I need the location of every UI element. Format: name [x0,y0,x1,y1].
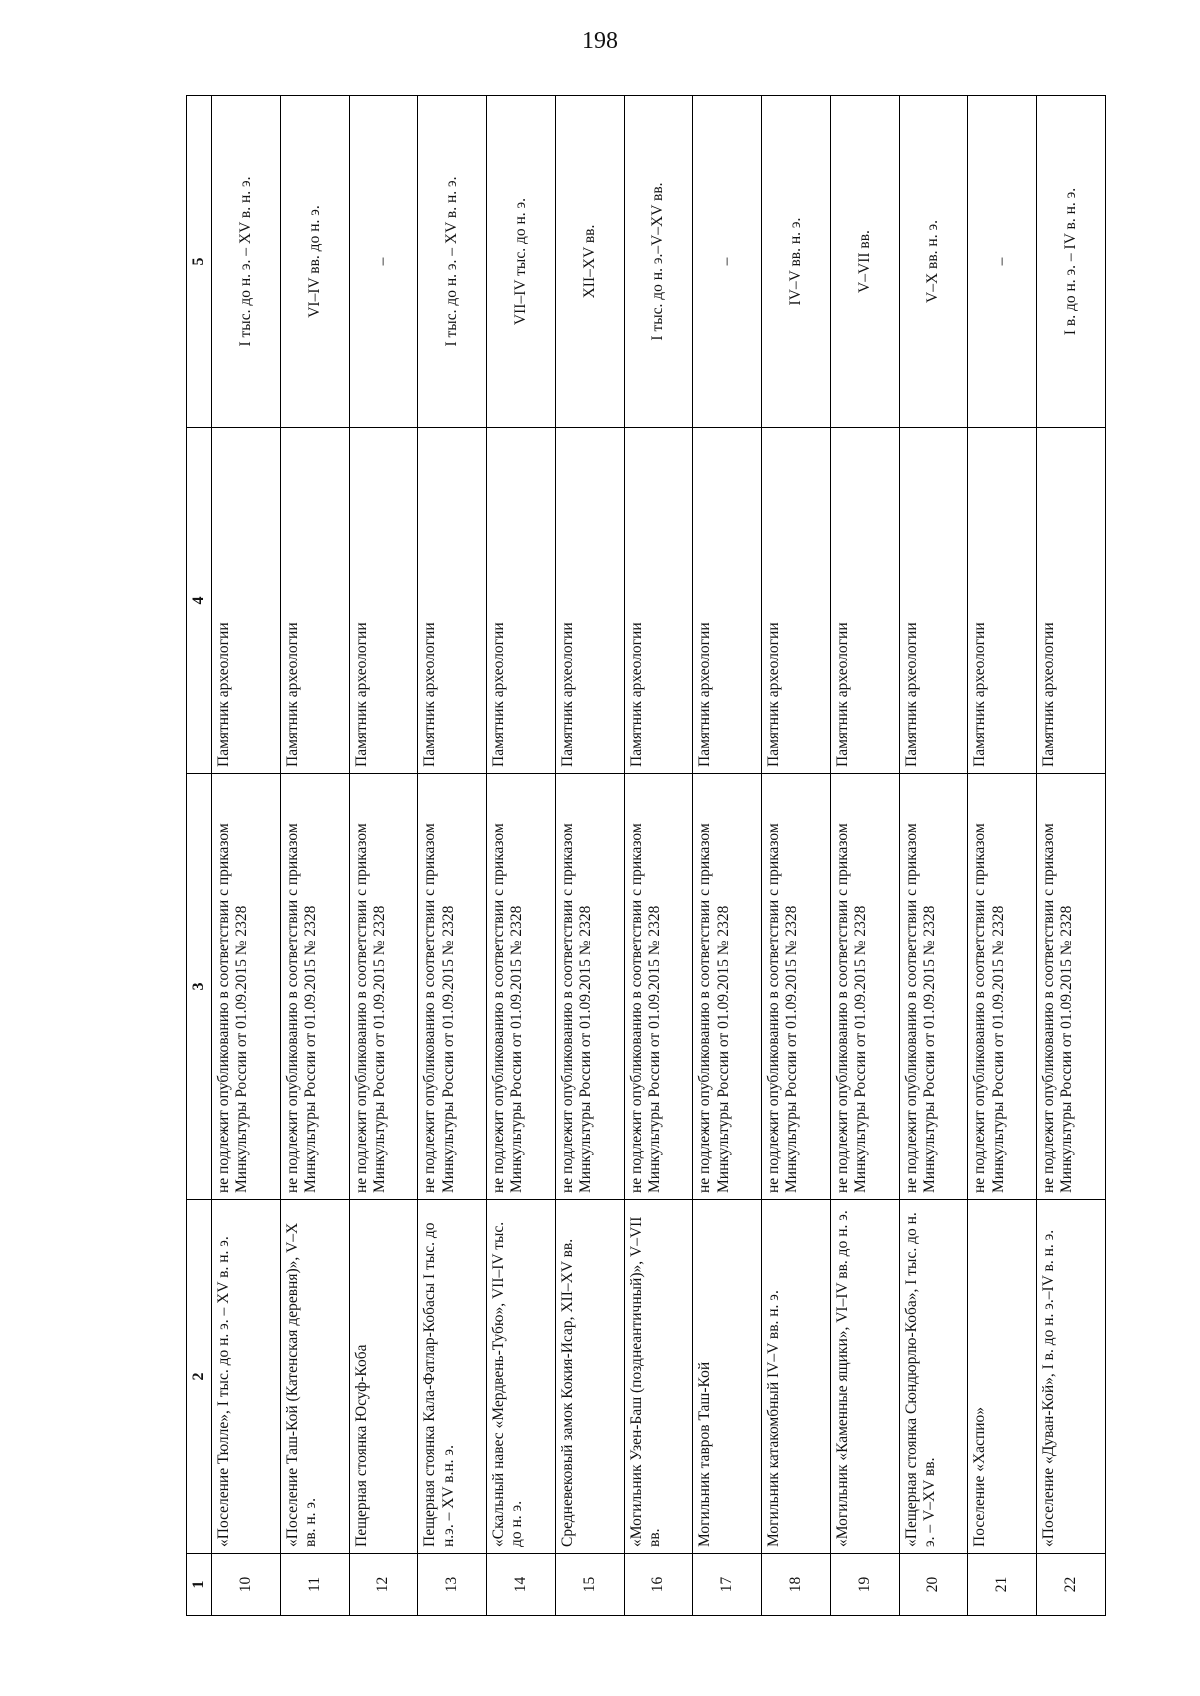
registration-status-cell: не подлежит опубликованию в соответствии с приказом Минкультуры России от 01.09.2015 № 2328 [693,774,762,1200]
table-row [349,96,418,1616]
dating-cell: V–VII вв. [830,96,899,428]
category-cell: Памятник археологии [968,428,1037,774]
row-number-cell: 10 [212,1554,281,1616]
registration-status-cell: не подлежит опубликованию в соответствии с приказом Минкультуры России от 01.09.2015 № 2328 [418,774,487,1200]
dating-cell: VI–IV вв. до н. э. [280,96,349,428]
row-number-cell: 20 [899,1554,968,1616]
registration-status-cell: не подлежит опубликованию в соответствии с приказом Минкультуры России от 01.09.2015 № 2328 [624,774,693,1200]
header-cell-2: 2 [187,1200,212,1554]
category-cell: Памятник археологии [762,428,831,774]
row-number-cell: 17 [693,1554,762,1616]
row-number-cell: 15 [555,1554,624,1616]
dating-cell: XII–XV вв. [555,96,624,428]
row-number-cell: 21 [968,1554,1037,1616]
table-row [624,96,693,1616]
monument-name-cell: «Поселение Тюлле», I тыс. до н. э. – XV в. н. э. [212,1200,281,1554]
table-row [487,96,556,1616]
table-row [762,96,831,1616]
header-cell-3: 3 [187,774,212,1200]
monument-name-cell: Могильник тавров Таш-Кой [693,1200,762,1554]
monument-name-cell: «Могильник Узен-Баш (позднеантичный)», V–VII вв. [624,1200,693,1554]
page-number: 198 [582,28,618,54]
table-row [693,96,762,1616]
category-cell: Памятник археологии [280,428,349,774]
registration-status-cell: не подлежит опубликованию в соответствии с приказом Минкультуры России от 01.09.2015 № 2328 [280,774,349,1200]
registration-status-cell: не подлежит опубликованию в соответствии с приказом Минкультуры России от 01.09.2015 № 2328 [1037,774,1106,1200]
monument-name-cell: «Поселение «Дуван-Кой», I в. до н. э.–IV в. н. э. [1037,1200,1106,1554]
table-row [418,96,487,1616]
row-number-cell: 12 [349,1554,418,1616]
monument-name-cell: Средневековый замок Кокия-Исар, XII–XV вв. [555,1200,624,1554]
category-cell: Памятник археологии [349,428,418,774]
table-row [280,96,349,1616]
category-cell: Памятник археологии [624,428,693,774]
category-cell: Памятник археологии [212,428,281,774]
category-cell: Памятник археологии [418,428,487,774]
category-cell: Памятник археологии [693,428,762,774]
registration-status-cell: не подлежит опубликованию в соответствии с приказом Минкультуры России от 01.09.2015 № 2328 [487,774,556,1200]
table-row [212,96,281,1616]
row-number-cell: 22 [1037,1554,1106,1616]
table-body [212,96,1106,1616]
dating-cell: I тыс. до н. э.–V–XV вв. [624,96,693,428]
rotated-table-container [186,96,1106,1616]
dating-cell: VII–IV тыс. до н. э. [487,96,556,428]
registration-status-cell: не подлежит опубликованию в соответствии с приказом Минкультуры России от 01.09.2015 № 2328 [968,774,1037,1200]
monument-name-cell: «Поселение Таш-Кой (Катенская деревня)», V–X вв. н. э. [280,1200,349,1554]
registration-status-cell: не подлежит опубликованию в соответствии с приказом Минкультуры России от 01.09.2015 № 2328 [899,774,968,1200]
table-row [830,96,899,1616]
registration-status-cell: не подлежит опубликованию в соответствии с приказом Минкультуры России от 01.09.2015 № 2328 [349,774,418,1200]
registration-status-cell: не подлежит опубликованию в соответствии с приказом Минкультуры России от 01.09.2015 № 2328 [762,774,831,1200]
monument-name-cell: Поселение «Хаспио» [968,1200,1037,1554]
registration-status-cell: не подлежит опубликованию в соответствии с приказом Минкультуры России от 01.09.2015 № 2328 [212,774,281,1200]
category-cell: Памятник археологии [1037,428,1106,774]
table-row [1037,96,1106,1616]
header-cell-1: 1 [187,1554,212,1616]
row-number-cell: 13 [418,1554,487,1616]
row-number-cell: 11 [280,1554,349,1616]
monument-name-cell: Пещерная стоянка Юсуф-Коба [349,1200,418,1554]
dating-cell: I в. до н. э. – IV в. н. э. [1037,96,1106,428]
monument-name-cell: «Скальный навес «Мердвень-Тубю», VII–IV тыс. до н. э. [487,1200,556,1554]
table-row [555,96,624,1616]
header-cell-5: 5 [187,96,212,428]
dating-cell: IV–V вв. н. э. [762,96,831,428]
monument-name-cell: Пещерная стоянка Кала-Фатлар-Кобасы I тыс. до н.э. – XV в.н. э. [418,1200,487,1554]
row-number-cell: 19 [830,1554,899,1616]
category-cell: Памятник археологии [555,428,624,774]
dating-cell: – [349,96,418,428]
registration-status-cell: не подлежит опубликованию в соответствии с приказом Минкультуры России от 01.09.2015 № 2328 [830,774,899,1200]
header-cell-4: 4 [187,428,212,774]
registration-status-cell: не подлежит опубликованию в соответствии с приказом Минкультуры России от 01.09.2015 № 2328 [555,774,624,1200]
row-number-cell: 18 [762,1554,831,1616]
category-cell: Памятник археологии [899,428,968,774]
monument-name-cell: «Могильник «Каменные ящики», VI–IV вв. до н. э. [830,1200,899,1554]
dating-cell: V–X вв. н. э. [899,96,968,428]
row-number-cell: 16 [624,1554,693,1616]
dating-cell: – [693,96,762,428]
monument-name-cell: Могильник катакомбный IV–V вв. н. э. [762,1200,831,1554]
row-number-cell: 14 [487,1554,556,1616]
table-row [899,96,968,1616]
dating-cell: I тыс. до н. э. – XV в. н. э. [212,96,281,428]
dating-cell: I тыс. до н. э. – XV в. н. э. [418,96,487,428]
category-cell: Памятник археологии [487,428,556,774]
monument-name-cell: «Пещерная стоянка Сюндюрлю-Коба», I тыс. до н. э. – V–XV вв. [899,1200,968,1554]
monuments-table [186,95,1106,1616]
header-row [187,96,212,1616]
dating-cell: – [968,96,1037,428]
table-row [968,96,1037,1616]
category-cell: Памятник археологии [830,428,899,774]
